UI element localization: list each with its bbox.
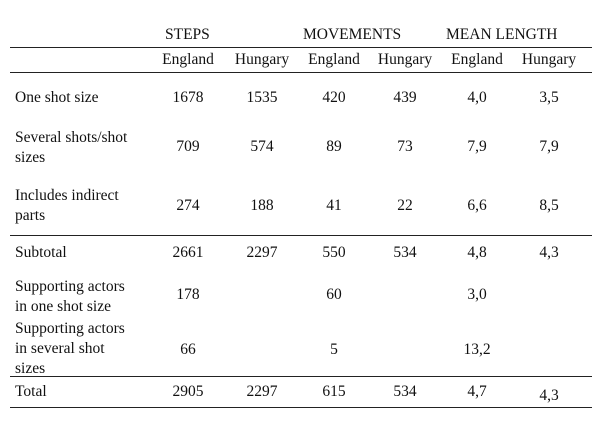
cell-one-shot-steps-hungary: 1535 xyxy=(246,89,278,106)
cell-supporting-several-movements-england: 5 xyxy=(330,341,338,358)
cell-supporting-one-movements-england: 60 xyxy=(326,286,342,303)
row-label-one-shot: One shot size xyxy=(15,89,99,106)
subheader-movements-hungary: Hungary xyxy=(377,51,433,68)
cell-one-shot-mean-hungary: 3,5 xyxy=(539,89,559,106)
header-rule xyxy=(10,72,592,73)
row-label-subtotal: Subtotal xyxy=(15,244,67,261)
cell-total-mean-england: 4,7 xyxy=(467,383,487,400)
cell-several-shots-mean-england: 7,9 xyxy=(467,138,487,155)
cell-total-movements-hungary: 534 xyxy=(393,383,417,400)
cell-subtotal-movements-england: 550 xyxy=(322,244,346,261)
row-label-supporting-one: Supporting actors in one shot size xyxy=(15,278,125,315)
subtotal-rule xyxy=(10,235,592,236)
cell-indirect-movements-hungary: 22 xyxy=(397,197,413,214)
cell-supporting-several-mean-england: 13,2 xyxy=(463,341,491,358)
cell-indirect-steps-hungary: 188 xyxy=(250,197,274,214)
cell-subtotal-mean-england: 4,8 xyxy=(467,244,487,261)
cell-several-shots-movements-hungary: 73 xyxy=(397,138,413,155)
cell-one-shot-steps-england: 1678 xyxy=(172,89,204,106)
header-mean-length: MEAN LENGTH xyxy=(446,26,558,43)
cell-supporting-several-steps-england: 66 xyxy=(180,341,196,358)
cell-total-steps-england: 2905 xyxy=(172,383,204,400)
cell-supporting-one-steps-england: 178 xyxy=(176,286,200,303)
row-label-total: Total xyxy=(15,383,47,400)
cell-indirect-movements-england: 41 xyxy=(326,197,342,214)
cell-indirect-mean-england: 6,6 xyxy=(467,197,487,214)
cell-several-shots-movements-england: 89 xyxy=(326,138,342,155)
subheader-steps-hungary: Hungary xyxy=(234,51,290,68)
cell-subtotal-steps-england: 2661 xyxy=(172,244,204,261)
cell-several-shots-steps-hungary: 574 xyxy=(250,138,274,155)
cell-total-movements-england: 615 xyxy=(322,383,346,400)
cell-one-shot-movements-england: 420 xyxy=(322,89,346,106)
cell-several-shots-mean-hungary: 7,9 xyxy=(539,138,559,155)
cell-indirect-mean-hungary: 8,5 xyxy=(539,197,559,214)
subheader-movements-england: England xyxy=(308,51,360,68)
top-rule xyxy=(10,47,592,48)
cell-subtotal-movements-hungary: 534 xyxy=(393,244,417,261)
row-label-several-shots: Several shots/shot sizes xyxy=(15,129,128,166)
cell-indirect-steps-england: 274 xyxy=(176,197,200,214)
subheader-steps-england: England xyxy=(162,51,214,68)
bottom-rule xyxy=(10,407,592,408)
cell-subtotal-steps-hungary: 2297 xyxy=(246,244,278,261)
cell-total-mean-hungary: 4,3 xyxy=(539,387,559,404)
cell-total-steps-hungary: 2297 xyxy=(246,383,278,400)
cell-supporting-one-mean-england: 3,0 xyxy=(467,286,487,303)
row-label-indirect-parts: Includes indirect parts xyxy=(15,187,119,224)
cell-one-shot-movements-hungary: 439 xyxy=(393,89,417,106)
cell-subtotal-mean-hungary: 4,3 xyxy=(539,244,559,261)
subheader-mean-england: England xyxy=(451,51,503,68)
subheader-mean-hungary: Hungary xyxy=(521,51,577,68)
cell-several-shots-steps-england: 709 xyxy=(176,138,200,155)
header-movements: MOVEMENTS xyxy=(303,26,402,43)
cell-one-shot-mean-england: 4,0 xyxy=(467,89,487,106)
row-label-supporting-several: Supporting actors in several shot sizes xyxy=(15,320,125,377)
header-steps: STEPS xyxy=(165,26,210,43)
